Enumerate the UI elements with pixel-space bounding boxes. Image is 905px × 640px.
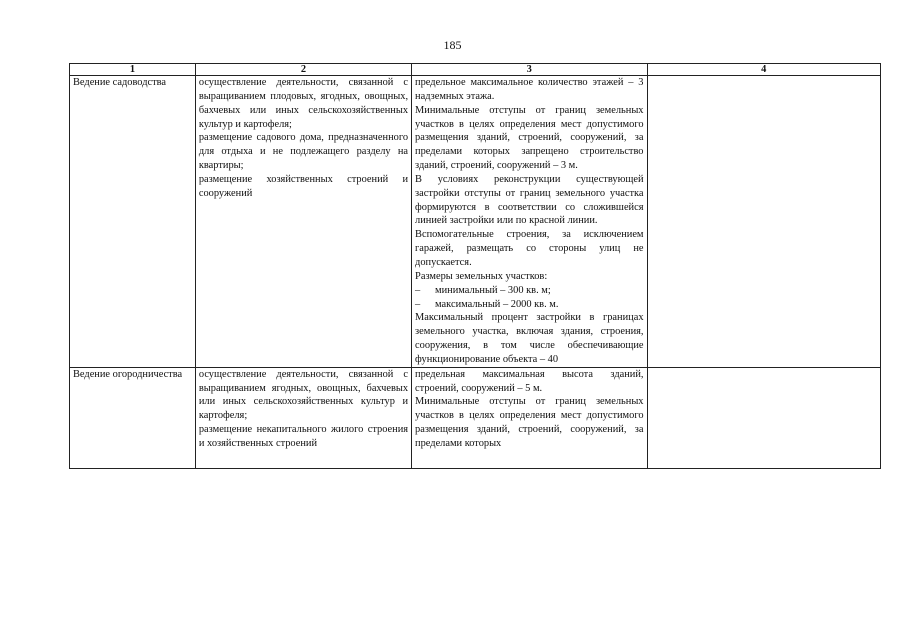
description-paragraph: осуществление деятельности, связанной с выращиванием плодовых, ягодных, овощных, бахчевых или иных сельскохозяйственных культур и картофеля; bbox=[198, 77, 409, 130]
parameters-cell bbox=[412, 367, 647, 468]
description-paragraph: осуществление деятельности, связанной с выращиванием ягодных, овощных, бахчевых или иных сельскохозяйственных культур и картофеля; bbox=[198, 368, 409, 422]
column-header-4: 4 bbox=[647, 64, 880, 76]
column-header-2: 2 bbox=[195, 64, 411, 76]
land-use-table bbox=[69, 63, 881, 469]
parameters-paragraph: В условиях реконструкции существующей застройки отступы от границ земельного участка формируются в соответствии со сложившейся линией застройки или по красной линии. bbox=[415, 173, 644, 227]
use-type-cell: Ведение огородничества bbox=[70, 367, 196, 468]
description-paragraph: размещение некапитального жилого строения и хозяйственных строений bbox=[198, 424, 409, 449]
parameters-paragraph: Размеры земельных участков: bbox=[415, 270, 548, 282]
table-header-row bbox=[70, 64, 881, 76]
table-row bbox=[70, 367, 881, 468]
list-item bbox=[415, 298, 643, 312]
column-header-3: 3 bbox=[412, 64, 647, 76]
parameters-paragraph: Вспомогательные строения, за исключением гаражей, размещать со стороны улиц не допускается. bbox=[415, 229, 644, 268]
parameters-paragraph: Минимальные отступы от границ земельных участков в целях определения мест допустимого размещения зданий, строений, сооружений, за пределами которых запрещено строительство зданий, строений, сооружений – 3 м. bbox=[415, 104, 644, 172]
list-marker: – bbox=[415, 284, 421, 296]
parameters-paragraph: Минимальные отступы от границ земельных участков в целях определения мест допустимого размещения зданий, строений, сооружений, за пределами которых bbox=[415, 396, 644, 449]
column-header-1: 1 bbox=[70, 64, 196, 76]
list-item-text: максимальный – 2000 кв. м. bbox=[435, 298, 559, 310]
use-description-cell bbox=[195, 76, 411, 368]
description-paragraph: размещение хозяйственных строений и сооружений bbox=[198, 173, 409, 199]
parameters-paragraph: предельное максимальное количество этажей – 3 надземных этажа. bbox=[415, 77, 644, 102]
use-description-cell bbox=[195, 367, 411, 468]
list-item bbox=[415, 284, 643, 298]
list-marker: – bbox=[415, 298, 421, 310]
parameters-paragraph: Максимальный процент застройки в границах земельного участка, включая здания, строения, сооружения, в том числе обеспечивающие функционирование объекта – 40 bbox=[415, 312, 644, 365]
parameters-cell bbox=[412, 76, 647, 368]
page-number: 185 bbox=[443, 38, 462, 52]
list-item-text: минимальный – 300 кв. м; bbox=[435, 284, 551, 296]
notes-cell bbox=[647, 76, 880, 368]
description-paragraph: размещение садового дома, предназначенного для отдыха и не подлежащего разделу на квартиры; bbox=[198, 132, 409, 172]
notes-cell bbox=[647, 367, 880, 468]
use-type-cell: Ведение садоводства bbox=[70, 76, 196, 368]
parameters-paragraph: предельная максимальная высота зданий, строений, сооружений – 5 м. bbox=[415, 368, 644, 394]
table-row bbox=[70, 76, 881, 368]
